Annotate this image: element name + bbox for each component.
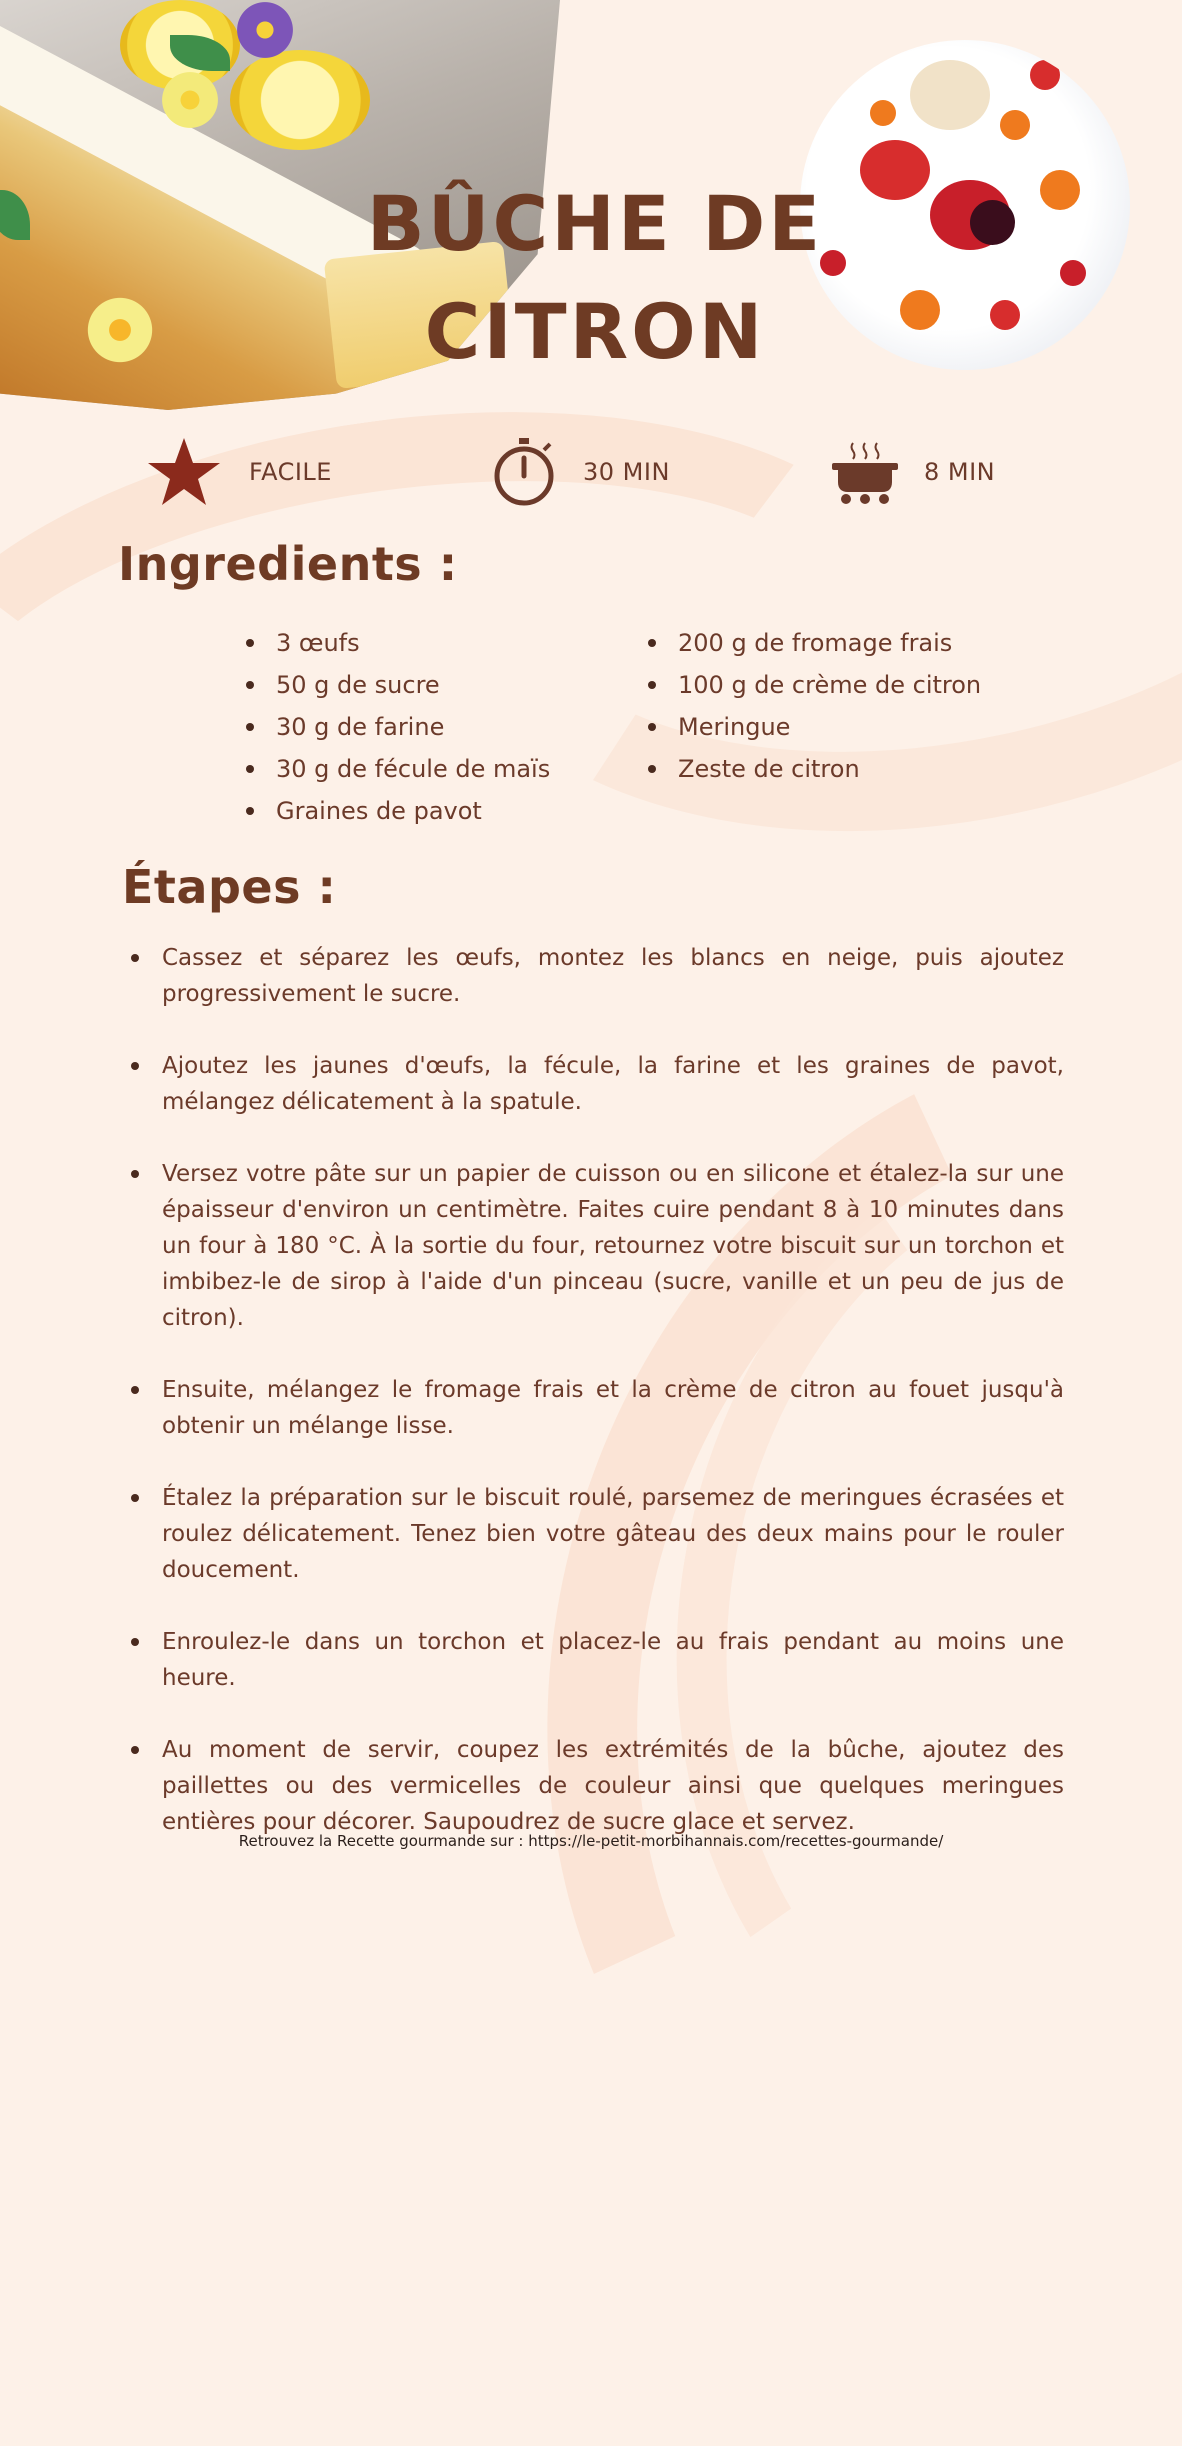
ingredient-item: Zeste de citron	[646, 748, 981, 790]
recipe-stats	[0, 432, 1182, 512]
ingredients-heading: Ingredients :	[118, 537, 458, 591]
cooking-pot-icon	[826, 433, 904, 511]
ingredient-item: 50 g de sucre	[244, 664, 550, 706]
steps-heading: Étapes :	[122, 860, 337, 914]
step-item: Cassez et séparez les œufs, montez les blancs en neige, puis ajoutez progressivement le sucre.	[128, 940, 1064, 1012]
cook-time-label: 8 MIN	[924, 458, 996, 486]
step-item: Étalez la préparation sur le biscuit roulé, parsemez de meringues écrasées et roulez délicatement. Tenez bien votre gâteau des deux mains pour le rouler doucement.	[128, 1480, 1064, 1588]
steps-list	[128, 940, 1064, 1876]
ingredient-item: 30 g de fécule de maïs	[244, 748, 550, 790]
recipe-title: BÛCHE DE CITRON	[366, 179, 824, 376]
ingredient-item: Meringue	[646, 706, 981, 748]
ingredient-item: 3 œufs	[244, 622, 550, 664]
step-item: Enroulez-le dans un torchon et placez-le au frais pendant au moins une heure.	[128, 1624, 1064, 1696]
step-item: Ajoutez les jaunes d'œufs, la fécule, la farine et les graines de pavot, mélangez délicatement à la spatule.	[128, 1048, 1064, 1120]
ingredients-list-left	[244, 622, 550, 832]
prep-time-label: 30 MIN	[583, 458, 670, 486]
step-item: Ensuite, mélangez le fromage frais et la crème de citron au fouet jusqu'à obtenir un mélange lisse.	[128, 1372, 1064, 1444]
difficulty-stat	[145, 432, 332, 512]
cook-time-stat	[826, 432, 995, 512]
stopwatch-icon	[485, 433, 563, 511]
ingredient-item: 30 g de farine	[244, 706, 550, 748]
source-link-footer: Retrouvez la Recette gourmande sur : https://le-petit-morbihannais.com/recettes-gourmande/	[238, 1832, 944, 1850]
ingredients-list-right	[646, 622, 981, 790]
star-icon	[145, 433, 223, 511]
ingredient-item: 100 g de crème de citron	[646, 664, 981, 706]
step-item: Au moment de servir, coupez les extrémités de la bûche, ajoutez des paillettes ou des vermicelles de couleur ainsi que quelques meringues entières pour décorer. Saupoudrez de sucre glace et servez.	[128, 1732, 1064, 1840]
difficulty-label: FACILE	[249, 458, 332, 486]
ingredient-item: 200 g de fromage frais	[646, 622, 981, 664]
prep-time-stat	[485, 432, 670, 512]
step-item: Versez votre pâte sur un papier de cuisson ou en silicone et étalez-la sur une épaisseur d'environ un centimètre. Faites cuire pendant 8 à 10 minutes dans un four à 180 °C. À la sortie du four, retournez votre biscuit sur un torchon et imbibez-le de sirop à l'aide d'un pinceau (sucre, vanille et un peu de jus de citron).	[128, 1156, 1064, 1336]
ingredient-item: Graines de pavot	[244, 790, 550, 832]
